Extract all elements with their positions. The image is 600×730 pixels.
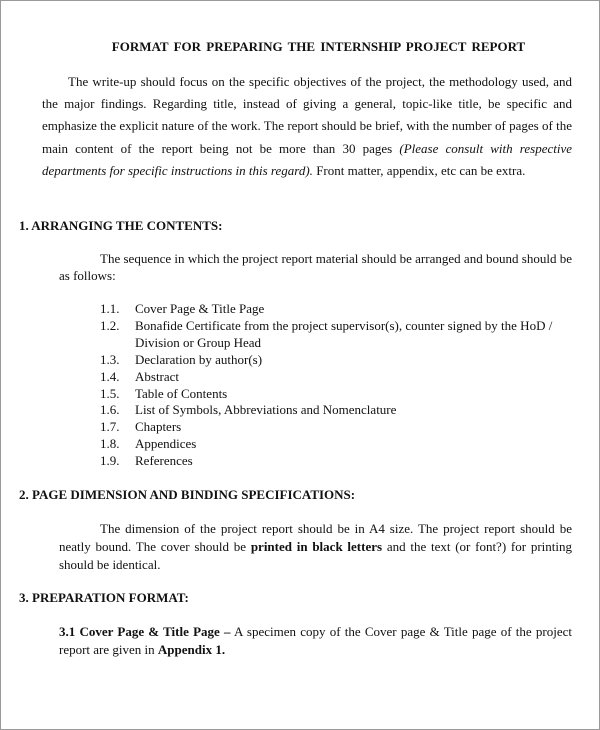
section-3-sub-heading: 3.1 Cover Page & Title Page – (59, 624, 231, 639)
section-1-intro-text: The sequence in which the project report material should be arranged and bound should be as follows: (59, 251, 572, 283)
list-item (100, 318, 570, 352)
intro-paragraph (42, 71, 572, 182)
list-item (100, 453, 570, 470)
section-2-bold: printed in black letters (250, 539, 383, 554)
list-item-label: Abstract (135, 368, 180, 384)
list-item-label: Chapters (135, 419, 182, 435)
list-item (100, 352, 570, 369)
list-item (100, 386, 570, 403)
list-item (100, 402, 570, 419)
list-item-number: 1.1. (100, 301, 120, 316)
list-item-number: 1.2. (100, 317, 120, 333)
list-item-number: 1.7. (100, 419, 120, 435)
section-3-heading: 3. PREPARATION FORMAT: (19, 590, 189, 605)
list-item-label: Table of Contents (135, 385, 228, 401)
section-3-paragraph (59, 623, 572, 658)
list-item-label: Bonafide Certificate from the project supervisor(s), counter signed by the HoD / Division or Group Head (135, 317, 553, 350)
intro-italic-note: (Please consult with respective departments for specific instructions in this regard). (42, 140, 573, 178)
list-item-label: List of Symbols, Abbreviations and Nomenclature (135, 402, 397, 418)
list-item-number: 1.8. (100, 436, 120, 452)
list-item (100, 369, 570, 386)
intro-text-start: The write-up should focus on the specific objectives of the project, the methodology used, and the major findings. Regarding title, instead of giving a general, topic-like title, be specific and emphasize the explicit nature of the work. The report should be brief, with the number of pages of the main content of the report being not be more than 30 pages (42, 74, 572, 156)
section-2-text-start: The dimension of the project report should be in A4 size. The project report should be neatly bound. The cover should be (59, 521, 572, 554)
list-item-label: Appendices (135, 436, 197, 452)
list-item (100, 419, 570, 436)
contents-list (100, 301, 570, 470)
section-2-text-end: and the text (or font?) for printing should be identical. (59, 539, 572, 572)
list-item (100, 436, 570, 453)
section-2-heading: 2. PAGE DIMENSION AND BINDING SPECIFICATIONS: (19, 487, 356, 502)
section-1-heading: 1. ARRANGING THE CONTENTS: (19, 218, 223, 233)
intro-text-end: Front matter, appendix, etc can be extra. (312, 162, 526, 178)
list-item (100, 301, 570, 318)
section-3-text: A specimen copy of the Cover page & Title page of the project report are given in (59, 624, 573, 657)
section-2-paragraph (59, 520, 572, 574)
list-item-number: 1.6. (100, 402, 120, 418)
document-title: FORMAT FOR PREPARING THE INTERNSHIP PROJECT REPORT (111, 39, 526, 54)
list-item-label: References (135, 453, 193, 469)
section-3-bold: Appendix 1. (157, 641, 226, 657)
list-item-number: 1.3. (100, 351, 120, 367)
list-item-number: 1.9. (100, 453, 120, 469)
list-item-label: Cover Page & Title Page (135, 301, 265, 316)
list-item-label: Declaration by author(s) (135, 351, 263, 367)
list-item-number: 1.4. (100, 368, 120, 384)
section-1-intro (59, 251, 572, 285)
list-item-number: 1.5. (100, 385, 120, 401)
